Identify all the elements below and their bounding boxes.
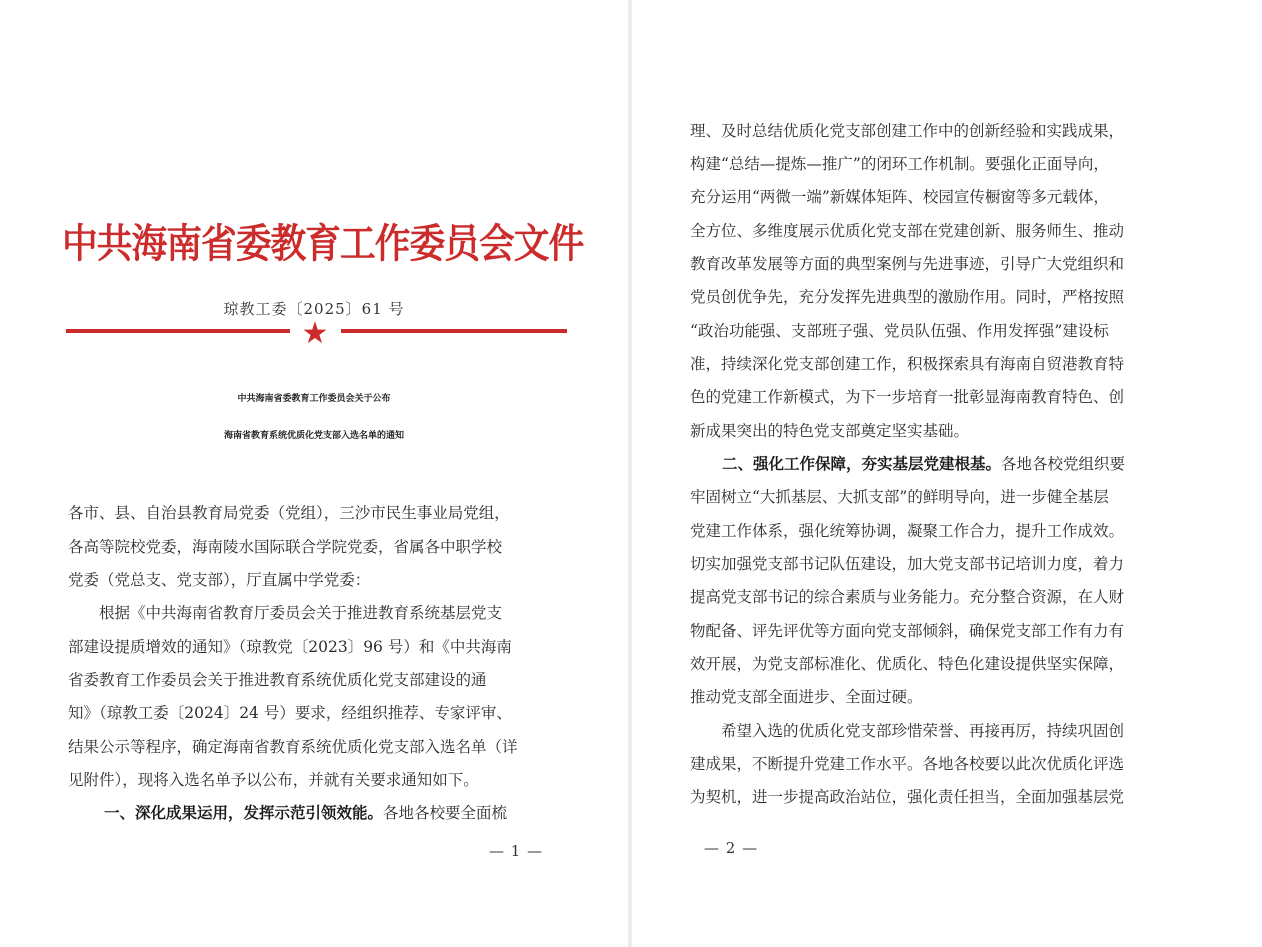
body-line: 省委教育工作委员会关于推进教育系统优质化党支部建设的通 bbox=[68, 671, 487, 689]
red-header-title: 中共海南省委教育工作委员会文件 bbox=[62, 219, 584, 267]
body-line: 全方位、多维度展示优质化党支部在党建创新、服务师生、推动 bbox=[690, 222, 1125, 240]
body-line: 见附件），现将入选名单予以公布，并就有关要求通知如下。 bbox=[68, 771, 479, 789]
body-line: 切实加强党支部书记队伍建设，加大党支部书记培训力度，着力 bbox=[690, 555, 1125, 573]
page-number: — 2 — bbox=[704, 839, 759, 857]
body-line: 建成果，不断提升党建工作水平。各地各校要以此次优质化评选 bbox=[690, 755, 1125, 773]
body-line: 党建工作体系，强化统筹协调，凝聚工作合力，提升工作成效。 bbox=[690, 522, 1125, 540]
document-number: 琼教工委〔2025〕61 号 bbox=[223, 300, 405, 318]
body-line: 结果公示等程序，确定海南省教育系统优质化党支部入选名单（详 bbox=[68, 738, 518, 756]
star-icon: ★ bbox=[301, 316, 329, 351]
body-line: 色的党建工作新模式，为下一步培育一批彰显海南教育特色、创 bbox=[690, 388, 1125, 406]
body-line: 各高等院校党委，海南陵水国际联合学院党委，省属各中职学校 bbox=[68, 538, 503, 556]
body-line: 为契机，进一步提高政治站位，强化责任担当，全面加强基层党 bbox=[690, 788, 1125, 806]
body-line: 新成果突出的特色党支部奠定坚实基础。 bbox=[690, 422, 970, 440]
body-line: “政治功能强、支部班子强、党员队伍强、作用发挥强”建设标 bbox=[690, 322, 1109, 340]
section-1-paragraph bbox=[104, 803, 507, 823]
section-1-text: 各地各校要全面梳 bbox=[383, 804, 508, 822]
body-line: 党委（党总支、党支部），厅直属中学党委： bbox=[68, 571, 371, 589]
body-line: 各市、县、自治县教育局党委（党组），三沙市民生事业局党组， bbox=[68, 504, 510, 522]
document-page-2 bbox=[632, 0, 1262, 947]
section-2-text: 各地各校党组织要 bbox=[1001, 455, 1126, 473]
body-line: 牢固树立“大抓基层、大抓支部”的鲜明导向，进一步健全基层 bbox=[690, 488, 1109, 506]
document-page-1 bbox=[0, 0, 628, 947]
body-line: 党员创优争先，充分发挥先进典型的激励作用。同时，严格按照 bbox=[690, 288, 1125, 306]
body-line: 提高党支部书记的综合素质与业务能力。充分整合资源，在人财 bbox=[690, 588, 1125, 606]
section-2-heading: 二、强化工作保障，夯实基层党建根基。 bbox=[722, 454, 1002, 473]
section-1-heading: 一、深化成果运用，发挥示范引领效能。 bbox=[104, 803, 384, 822]
notice-title-line-2: 海南省教育系统优质化党支部入选名单的通知 bbox=[223, 431, 404, 441]
body-line: 根据《中共海南省教育厅委员会关于推进教育系统基层党支 bbox=[68, 604, 503, 622]
red-rule-left bbox=[66, 329, 290, 333]
body-line: 部建设提质增效的通知》（琼教党〔2023〕96 号）和《中共海南 bbox=[68, 638, 512, 656]
red-rule-right bbox=[341, 329, 567, 333]
body-line: 充分运用“两微一端”新媒体矩阵、校园宣传橱窗等多元载体， bbox=[690, 188, 1109, 206]
body-line: 物配备、评先评优等方面向党支部倾斜，确保党支部工作有力有 bbox=[690, 622, 1125, 640]
body-line: 理、及时总结优质化党支部创建工作中的创新经验和实践成果， bbox=[690, 122, 1125, 140]
page-number: — 1 — bbox=[489, 842, 544, 860]
body-line: 推动党支部全面进步、全面过硬。 bbox=[690, 688, 923, 706]
body-line: 构建“总结—提炼—推广”的闭环工作机制。要强化正面导向， bbox=[690, 155, 1109, 173]
notice-title-line-1: 中共海南省委教育工作委员会关于公布 bbox=[237, 394, 391, 404]
body-line: 准，持续深化党支部创建工作，积极探索具有海南自贸港教育特 bbox=[690, 355, 1125, 373]
body-line: 知》（琼教工委〔2024〕24 号）要求，经组织推荐、专家评审、 bbox=[68, 704, 512, 722]
body-line: 教育改革发展等方面的典型案例与先进事迹，引导广大党组织和 bbox=[690, 255, 1125, 273]
section-2-paragraph bbox=[722, 454, 1125, 474]
body-line: 效开展，为党支部标准化、优质化、特色化建设提供坚实保障， bbox=[690, 655, 1125, 673]
body-line: 希望入选的优质化党支部珍惜荣誉、再接再厉，持续巩固创 bbox=[690, 722, 1125, 740]
